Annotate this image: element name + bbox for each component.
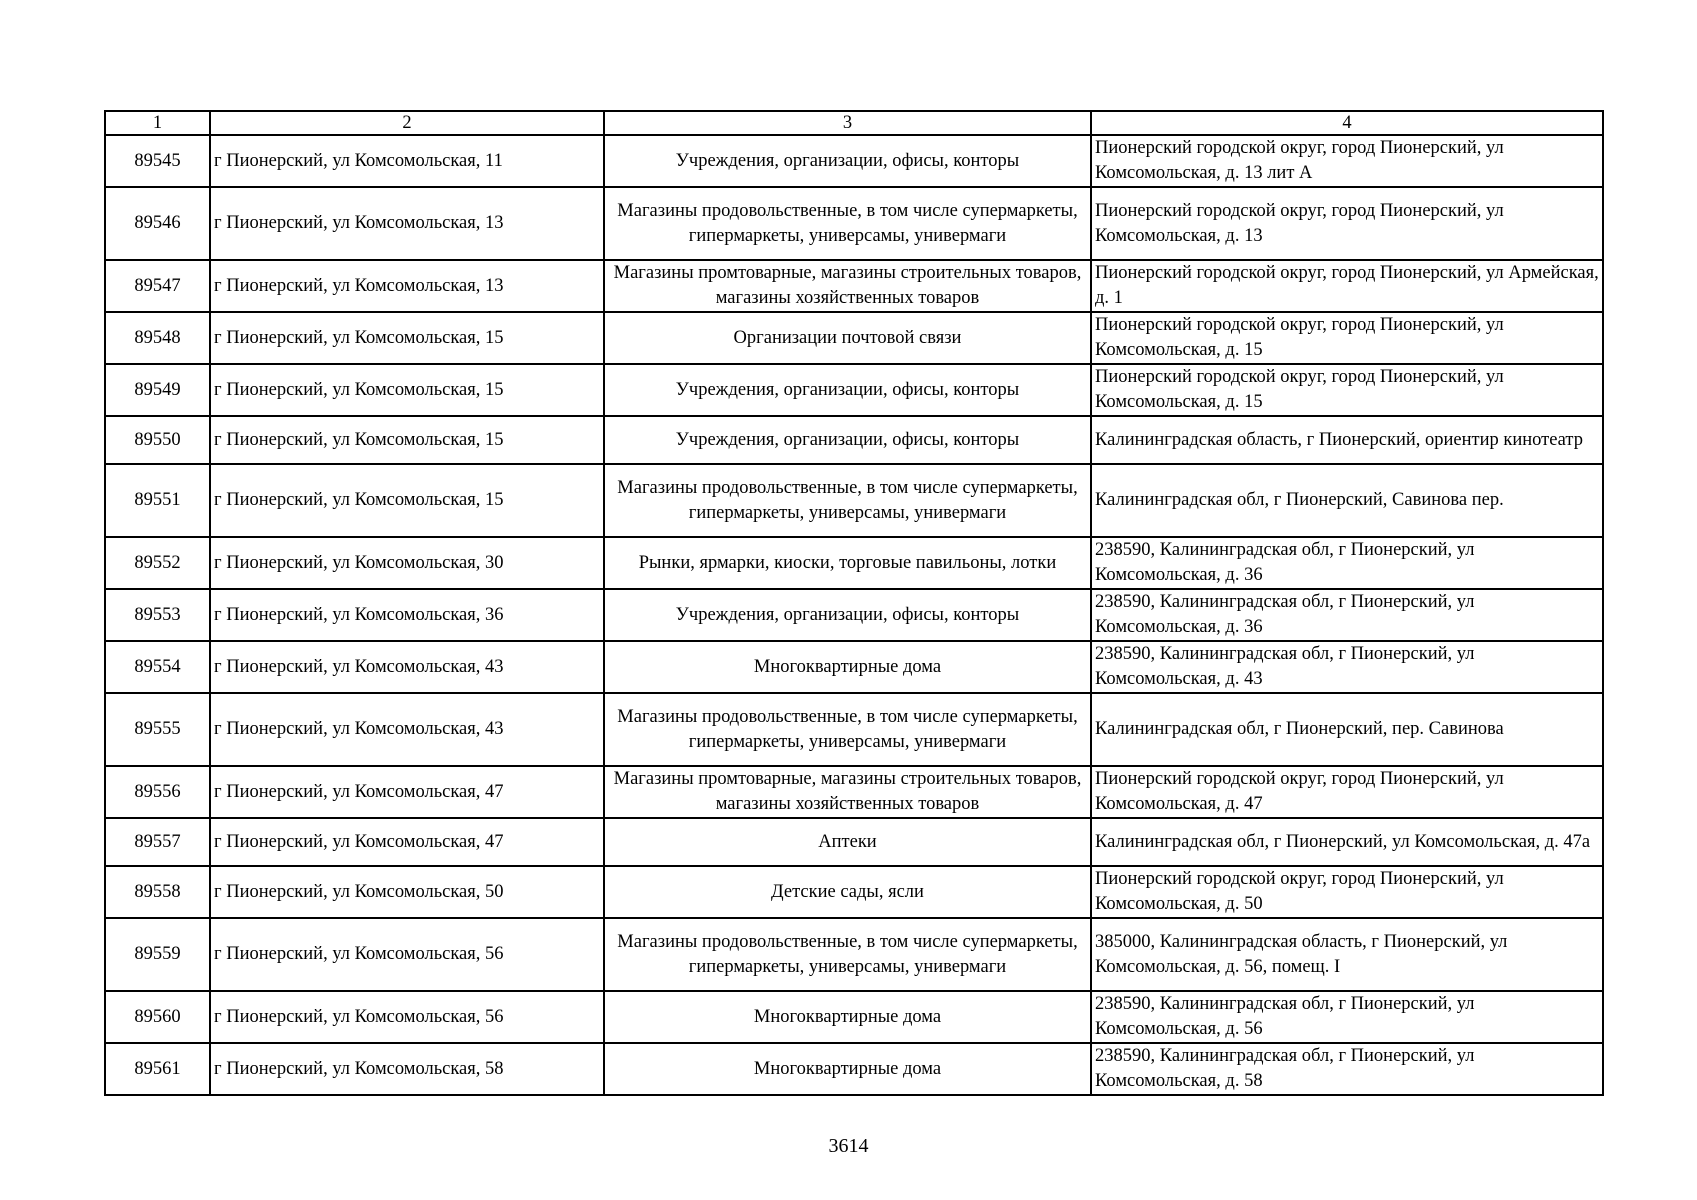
row-number-cell: 89549 [105,364,210,416]
address-cell: г Пионерский, ул Комсомольская, 15 [210,464,604,537]
category-cell: Магазины продовольственные, в том числе супермаркеты, гипермаркеты, универсамы, универмаги [604,918,1091,991]
column-header-2: 2 [210,111,604,135]
location-cell: Калининградская обл, г Пионерский, Савинова пер. [1091,464,1603,537]
category-cell: Учреждения, организации, офисы, конторы [604,416,1091,464]
table-row [105,416,1603,464]
address-cell: г Пионерский, ул Комсомольская, 56 [210,991,604,1043]
table-row [105,1043,1603,1095]
table-row [105,537,1603,589]
category-cell: Учреждения, организации, офисы, конторы [604,135,1091,187]
column-header-4: 4 [1091,111,1603,135]
location-cell: Пионерский городской округ, город Пионерский, ул Комсомольская, д. 13 лит А [1091,135,1603,187]
table-row [105,641,1603,693]
location-cell: 238590, Калининградская обл, г Пионерский, ул Комсомольская, д. 36 [1091,589,1603,641]
table-row [105,312,1603,364]
row-number-cell: 89548 [105,312,210,364]
table-row [105,918,1603,991]
table-row [105,135,1603,187]
column-header-1: 1 [105,111,210,135]
category-cell: Детские сады, ясли [604,866,1091,918]
page-number: 3614 [828,1135,869,1157]
table-header [105,111,1603,135]
table-row [105,260,1603,312]
address-cell: г Пионерский, ул Комсомольская, 15 [210,364,604,416]
row-number-cell: 89546 [105,187,210,260]
address-cell: г Пионерский, ул Комсомольская, 15 [210,312,604,364]
location-cell: 238590, Калининградская обл, г Пионерский, ул Комсомольская, д. 43 [1091,641,1603,693]
address-cell: г Пионерский, ул Комсомольская, 47 [210,766,604,818]
location-cell: Пионерский городской округ, город Пионерский, ул Комсомольская, д. 50 [1091,866,1603,918]
address-cell: г Пионерский, ул Комсомольская, 13 [210,260,604,312]
category-cell: Многоквартирные дома [604,991,1091,1043]
location-cell: 238590, Калининградская обл, г Пионерский, ул Комсомольская, д. 56 [1091,991,1603,1043]
address-cell: г Пионерский, ул Комсомольская, 36 [210,589,604,641]
location-cell: Пионерский городской округ, город Пионерский, ул Комсомольская, д. 15 [1091,312,1603,364]
address-cell: г Пионерский, ул Комсомольская, 15 [210,416,604,464]
row-number-cell: 89552 [105,537,210,589]
category-cell: Учреждения, организации, офисы, конторы [604,589,1091,641]
address-cell: г Пионерский, ул Комсомольская, 30 [210,537,604,589]
table-row [105,464,1603,537]
table-row [105,991,1603,1043]
address-cell: г Пионерский, ул Комсомольская, 43 [210,641,604,693]
category-cell: Магазины промтоварные, магазины строительных товаров, магазины хозяйственных товаров [604,260,1091,312]
location-cell: Калининградская обл, г Пионерский, ул Комсомольская, д. 47а [1091,818,1603,866]
row-number-cell: 89560 [105,991,210,1043]
row-number-cell: 89557 [105,818,210,866]
address-cell: г Пионерский, ул Комсомольская, 13 [210,187,604,260]
row-number-cell: 89561 [105,1043,210,1095]
location-cell: 385000, Калининградская область, г Пионерский, ул Комсомольская, д. 56, помещ. I [1091,918,1603,991]
category-cell: Магазины промтоварные, магазины строительных товаров, магазины хозяйственных товаров [604,766,1091,818]
category-cell: Магазины продовольственные, в том числе супермаркеты, гипермаркеты, универсамы, универмаги [604,693,1091,766]
table-row [105,818,1603,866]
address-cell: г Пионерский, ул Комсомольская, 58 [210,1043,604,1095]
row-number-cell: 89556 [105,766,210,818]
table-row [105,364,1603,416]
category-cell: Магазины продовольственные, в том числе супермаркеты, гипермаркеты, универсамы, универмаги [604,464,1091,537]
row-number-cell: 89547 [105,260,210,312]
registry-sheet [104,110,1602,1096]
location-cell: Пионерский городской округ, город Пионерский, ул Комсомольская, д. 13 [1091,187,1603,260]
category-cell: Многоквартирные дома [604,1043,1091,1095]
address-cell: г Пионерский, ул Комсомольская, 56 [210,918,604,991]
table-row [105,589,1603,641]
row-number-cell: 89550 [105,416,210,464]
table-body [105,135,1603,1095]
location-cell: 238590, Калининградская обл, г Пионерский, ул Комсомольская, д. 58 [1091,1043,1603,1095]
category-cell: Организации почтовой связи [604,312,1091,364]
location-cell: Калининградская обл, г Пионерский, пер. Савинова [1091,693,1603,766]
category-cell: Магазины продовольственные, в том числе супермаркеты, гипермаркеты, универсамы, универмаги [604,187,1091,260]
header-row [105,111,1603,135]
row-number-cell: 89555 [105,693,210,766]
location-cell: 238590, Калининградская обл, г Пионерский, ул Комсомольская, д. 36 [1091,537,1603,589]
category-cell: Учреждения, организации, офисы, конторы [604,364,1091,416]
address-cell: г Пионерский, ул Комсомольская, 50 [210,866,604,918]
table-row [105,693,1603,766]
row-number-cell: 89558 [105,866,210,918]
table-row [105,187,1603,260]
location-cell: Пионерский городской округ, город Пионерский, ул Армейская, д. 1 [1091,260,1603,312]
address-cell: г Пионерский, ул Комсомольская, 43 [210,693,604,766]
table-row [105,766,1603,818]
registry-table [104,110,1604,1096]
category-cell: Многоквартирные дома [604,641,1091,693]
address-cell: г Пионерский, ул Комсомольская, 47 [210,818,604,866]
row-number-cell: 89554 [105,641,210,693]
table-row [105,866,1603,918]
location-cell: Пионерский городской округ, город Пионерский, ул Комсомольская, д. 15 [1091,364,1603,416]
address-cell: г Пионерский, ул Комсомольская, 11 [210,135,604,187]
row-number-cell: 89553 [105,589,210,641]
location-cell: Калининградская область, г Пионерский, ориентир кинотеатр [1091,416,1603,464]
row-number-cell: 89551 [105,464,210,537]
category-cell: Аптеки [604,818,1091,866]
column-header-3: 3 [604,111,1091,135]
row-number-cell: 89545 [105,135,210,187]
row-number-cell: 89559 [105,918,210,991]
location-cell: Пионерский городской округ, город Пионерский, ул Комсомольская, д. 47 [1091,766,1603,818]
category-cell: Рынки, ярмарки, киоски, торговые павильоны, лотки [604,537,1091,589]
